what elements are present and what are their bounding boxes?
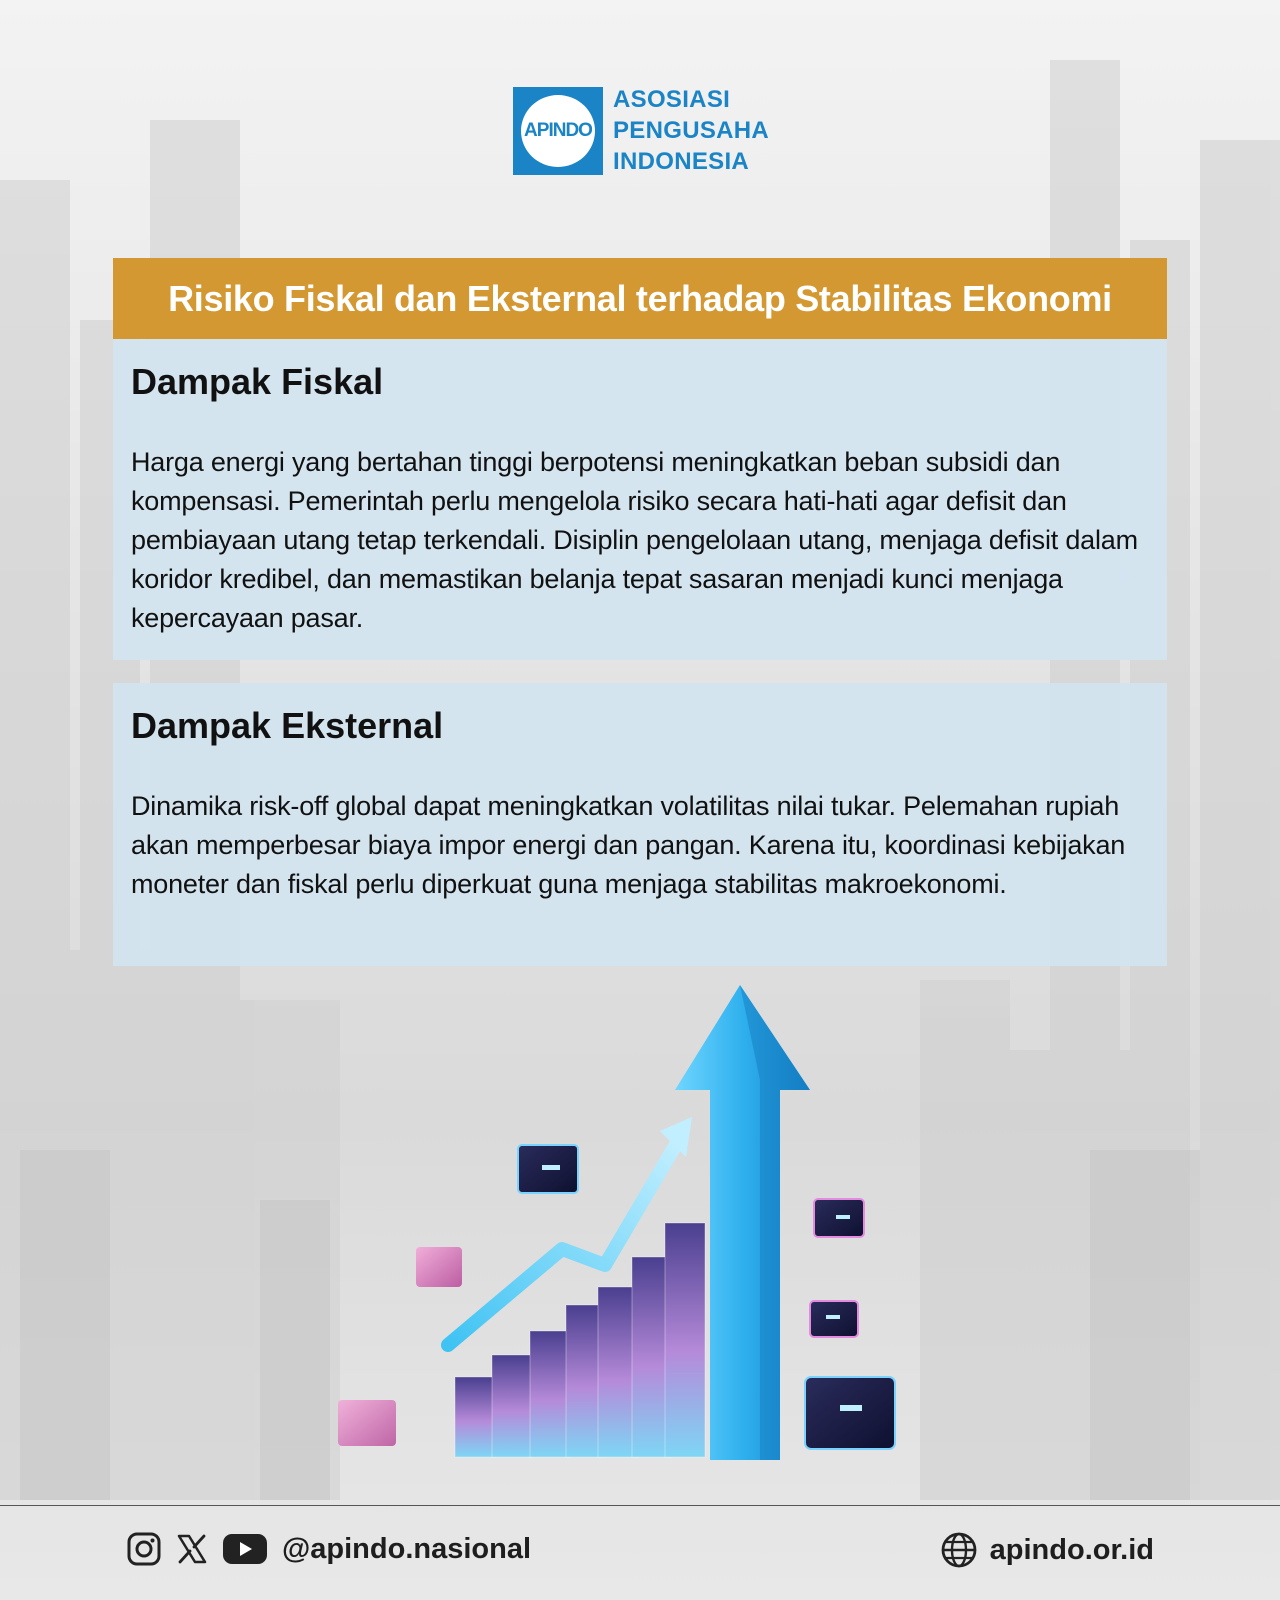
logo-line-3: INDONESIA xyxy=(613,148,750,175)
growth-chart-arrow-illustration xyxy=(330,985,930,1475)
x-icon[interactable] xyxy=(174,1531,210,1567)
social-handle[interactable]: @apindo.nasional xyxy=(282,1532,532,1565)
page-title: Risiko Fiskal dan Eksternal terhadap Stabilitas Ekonomi xyxy=(168,277,1112,319)
apindo-logo xyxy=(513,84,769,177)
section-external-impact xyxy=(113,683,1167,966)
section-body: Harga energi yang bertahan tinggi berpotensi meningkatkan beban subsidi dan kompensasi. Pemerintah perlu mengelola risiko secara hati-hati agar defisit dan pembiayaan utang tetap terkendali. Disiplin pengelolaan utang, menjaga defisit dalam koridor kredibel, dan memastikan belanja tepat sasaran menjadi kunci menjaga kepercayaan pasar. xyxy=(131,447,1138,633)
section-body: Dinamika risk-off global dapat meningkatkan volatilitas nilai tukar. Pelemahan rupiah akan memperbesar biaya impor energi dan pangan. Karena itu, koordinasi kebijakan moneter dan fiskal perlu diperkuat guna menjaga stabilitas makroekonomi. xyxy=(131,791,1126,899)
globe-icon xyxy=(940,1531,978,1569)
logo-mark-text: APINDO xyxy=(524,119,592,141)
website-link[interactable] xyxy=(940,1531,1154,1569)
apindo-logo-mark xyxy=(513,87,603,175)
logo-line-1: ASOSIASI xyxy=(613,86,731,113)
section-heading: Dampak Eksternal xyxy=(131,705,444,746)
footer-divider xyxy=(0,1505,1280,1506)
logo-wordmark xyxy=(613,84,769,177)
instagram-icon[interactable] xyxy=(126,1531,162,1567)
title-banner xyxy=(113,258,1167,339)
youtube-icon[interactable] xyxy=(222,1531,268,1567)
website-url[interactable]: apindo.or.id xyxy=(989,1533,1154,1566)
social-links xyxy=(126,1531,531,1567)
section-fiscal-impact xyxy=(113,339,1167,660)
section-heading: Dampak Fiskal xyxy=(131,361,384,402)
logo-line-2: PENGUSAHA xyxy=(613,117,770,144)
